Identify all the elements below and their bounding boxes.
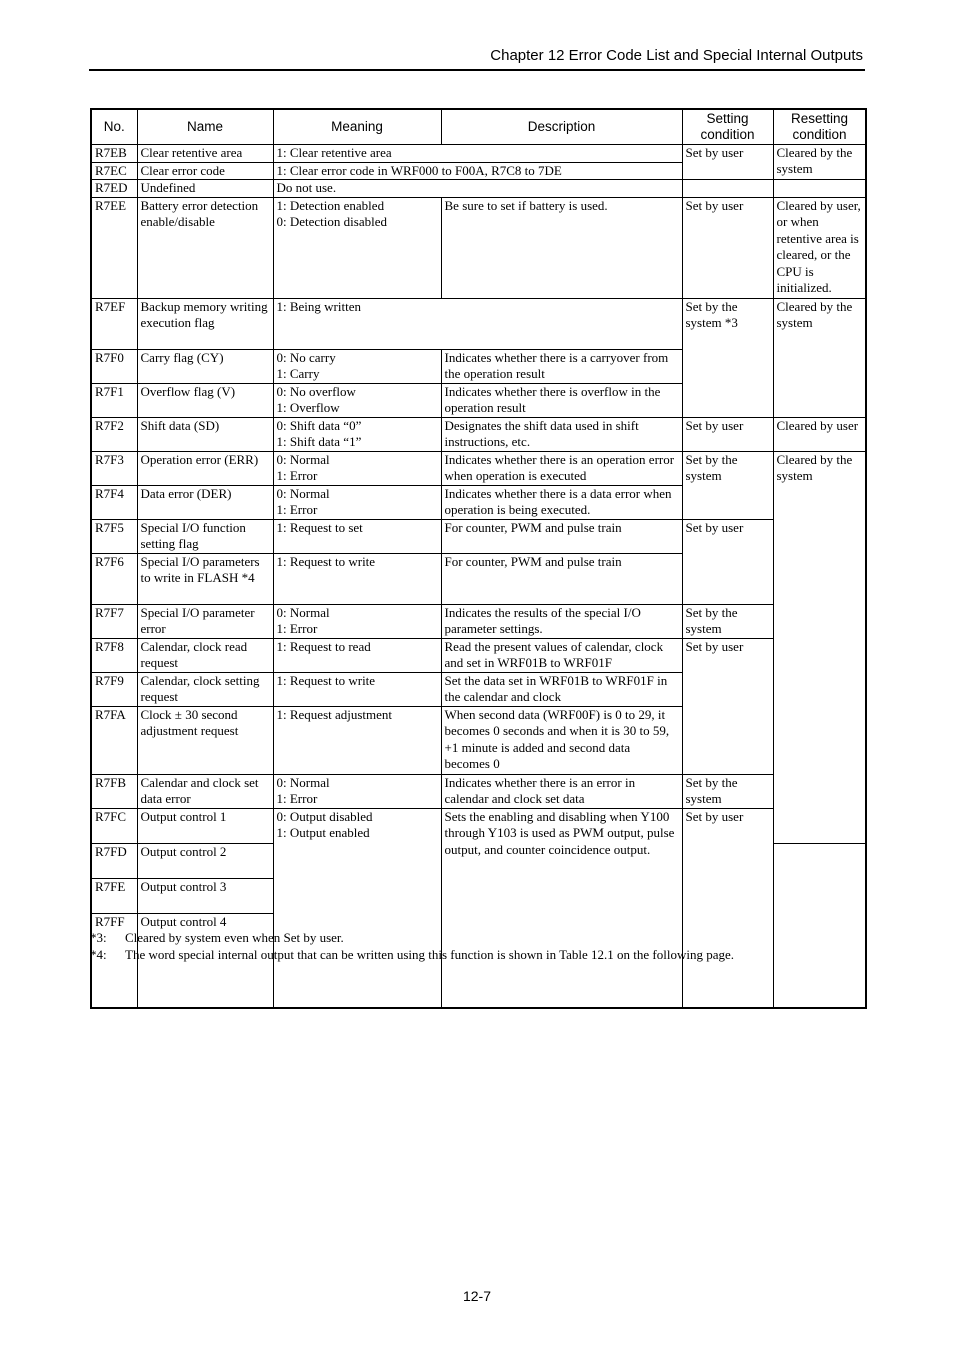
cell-meaning: 1: Request adjustment (273, 706, 441, 774)
cell-description: Set the data set in WRF01B to WRF01F in the calendar and clock (441, 672, 682, 706)
cell-description: Indicates whether there is a carryover from the operation result (441, 349, 682, 383)
cell-no: R7EF (91, 298, 137, 349)
cell-meaning: 1: Request to write (273, 672, 441, 706)
cell-resetting: Cleared by the system (773, 298, 866, 417)
footnote-mark: *4: (90, 947, 107, 962)
footnote-text: Cleared by system even when Set by user. (125, 930, 344, 945)
special-internal-outputs-table (90, 108, 867, 1009)
cell-meaning: 0: No overflow 1: Overflow (273, 383, 441, 417)
col-header-name: Name (137, 109, 273, 144)
cell-no: R7F1 (91, 383, 137, 417)
col-header-no: No. (91, 109, 137, 144)
cell-resetting: Cleared by the system (773, 451, 866, 843)
cell-no: R7FE (91, 879, 137, 913)
cell-description: For counter, PWM and pulse train (441, 553, 682, 604)
col-header-resetting: Resetting condition (773, 109, 866, 144)
table-row (91, 604, 866, 638)
cell-setting: Set by the system (682, 451, 773, 519)
table-row (91, 417, 866, 451)
cell-no: R7F4 (91, 485, 137, 519)
cell-no: R7EC (91, 162, 137, 180)
cell-name: Overflow flag (V) (137, 383, 273, 417)
cell-no: R7FA (91, 706, 137, 774)
cell-description: When second data (WRF00F) is 0 to 29, it becomes 0 seconds and when it is 30 to 59, +1 minute is added and second data becomes 0 (441, 706, 682, 774)
cell-no: R7F6 (91, 553, 137, 604)
cell-meaning: 1: Clear error code in WRF000 to F00A, R7C8 to 7DE (273, 162, 682, 180)
cell-name: Data error (DER) (137, 485, 273, 519)
table-row (91, 451, 866, 485)
cell-meaning: 0: Normal 1: Error (273, 774, 441, 808)
cell-setting: Set by the system (682, 774, 773, 808)
cell-meaning: 0: Normal 1: Error (273, 485, 441, 519)
cell-name: Calendar, clock setting request (137, 672, 273, 706)
cell-name: Calendar, clock read request (137, 638, 273, 672)
cell-name: Special I/O parameter error (137, 604, 273, 638)
cell-meaning: Do not use. (273, 180, 682, 198)
table-row (91, 808, 866, 843)
footnote-4 (90, 946, 734, 963)
cell-no: R7EE (91, 197, 137, 298)
cell-description: Designates the shift data used in shift instructions, etc. (441, 417, 682, 451)
cell-description: For counter, PWM and pulse train (441, 519, 682, 553)
footnote-text: The word special internal output that can be written using this function is shown in Table 12.1 on the following page. (125, 947, 735, 962)
cell-setting: Set by user (682, 519, 773, 604)
col-header-setting: Setting condition (682, 109, 773, 144)
cell-description: Sets the enabling and disabling when Y100 through Y103 is used as PWM output, pulse output, and counter coincidence output. (441, 808, 682, 1008)
cell-no: R7FC (91, 808, 137, 843)
table-row (91, 774, 866, 808)
table-row (91, 298, 866, 349)
cell-name: Output control 2 (137, 843, 273, 878)
chapter-title: Chapter 12 Error Code List and Special Internal Outputs (490, 47, 863, 64)
cell-no: R7FF (91, 913, 137, 1007)
cell-setting: Set by user (682, 144, 773, 180)
cell-description: Indicates whether there is an error in calendar and clock set data (441, 774, 682, 808)
table-row (91, 144, 866, 162)
cell-setting: Set by the system *3 (682, 298, 773, 417)
cell-setting: Set by user (682, 417, 773, 451)
cell-name: Undefined (137, 180, 273, 198)
cell-setting: Set by user (682, 638, 773, 774)
cell-meaning: 1: Being written (273, 298, 682, 349)
page-number: 12-7 (462, 1288, 492, 1304)
col-header-description: Description (441, 109, 682, 144)
cell-meaning: 1: Detection enabled 0: Detection disabled (273, 197, 441, 298)
cell-meaning: 0: Normal 1: Error (273, 451, 441, 485)
cell-no: R7F5 (91, 519, 137, 553)
table-row (91, 197, 866, 298)
header-rule (89, 69, 865, 71)
cell-name: Output control 3 (137, 879, 273, 913)
cell-meaning: 0: No carry 1: Carry (273, 349, 441, 383)
cell-name: Clear retentive area (137, 144, 273, 162)
cell-description: Read the present values of calendar, clock and set in WRF01B to WRF01F (441, 638, 682, 672)
table-row (91, 638, 866, 672)
footnote-3 (90, 929, 734, 946)
cell-description: Indicates whether there is a data error when operation is being executed. (441, 485, 682, 519)
cell-description: Indicates whether there is an operation error when operation is executed (441, 451, 682, 485)
cell-no: R7ED (91, 180, 137, 198)
cell-name: Clear error code (137, 162, 273, 180)
cell-name: Battery error detection enable/disable (137, 197, 273, 298)
footnote-mark: *3: (90, 930, 107, 945)
cell-no: R7F7 (91, 604, 137, 638)
cell-description: Indicates the results of the special I/O parameter settings. (441, 604, 682, 638)
cell-no: R7F2 (91, 417, 137, 451)
table-row (91, 519, 866, 553)
cell-name: Carry flag (CY) (137, 349, 273, 383)
cell-meaning: 1: Request to read (273, 638, 441, 672)
cell-setting (682, 180, 773, 198)
cell-resetting (773, 180, 866, 198)
cell-no: R7F9 (91, 672, 137, 706)
cell-name: Backup memory writing execution flag (137, 298, 273, 349)
cell-name: Special I/O parameters to write in FLASH *4 (137, 553, 273, 604)
cell-name: Output control 4 (137, 913, 273, 1007)
cell-name: Calendar and clock set data error (137, 774, 273, 808)
cell-setting: Set by user (682, 808, 773, 1008)
cell-no: R7FB (91, 774, 137, 808)
cell-name: Shift data (SD) (137, 417, 273, 451)
cell-name: Clock ± 30 second adjustment request (137, 706, 273, 774)
cell-no: R7F8 (91, 638, 137, 672)
cell-no: R7F3 (91, 451, 137, 485)
cell-name: Special I/O function setting flag (137, 519, 273, 553)
cell-name: Operation error (ERR) (137, 451, 273, 485)
cell-meaning: 0: Normal 1: Error (273, 604, 441, 638)
cell-description: Indicates whether there is overflow in the operation result (441, 383, 682, 417)
col-header-meaning: Meaning (273, 109, 441, 144)
cell-no: R7FD (91, 843, 137, 878)
cell-setting: Set by user (682, 197, 773, 298)
cell-meaning: 1: Clear retentive area (273, 144, 682, 162)
cell-resetting: Cleared by the system (773, 144, 866, 180)
cell-no: R7F0 (91, 349, 137, 383)
cell-meaning: 0: Shift data “0” 1: Shift data “1” (273, 417, 441, 451)
cell-meaning: 0: Output disabled 1: Output enabled (273, 808, 441, 1008)
cell-meaning: 1: Request to write (273, 553, 441, 604)
cell-meaning: 1: Request to set (273, 519, 441, 553)
cell-no: R7EB (91, 144, 137, 162)
footnotes (90, 929, 734, 963)
cell-resetting: Cleared by user, or when retentive area is cleared, or the CPU is initialized. (773, 197, 866, 298)
cell-name: Output control 1 (137, 808, 273, 843)
cell-resetting: Cleared by user (773, 417, 866, 451)
cell-setting: Set by the system (682, 604, 773, 638)
cell-description: Be sure to set if battery is used. (441, 197, 682, 298)
table-row (91, 180, 866, 198)
